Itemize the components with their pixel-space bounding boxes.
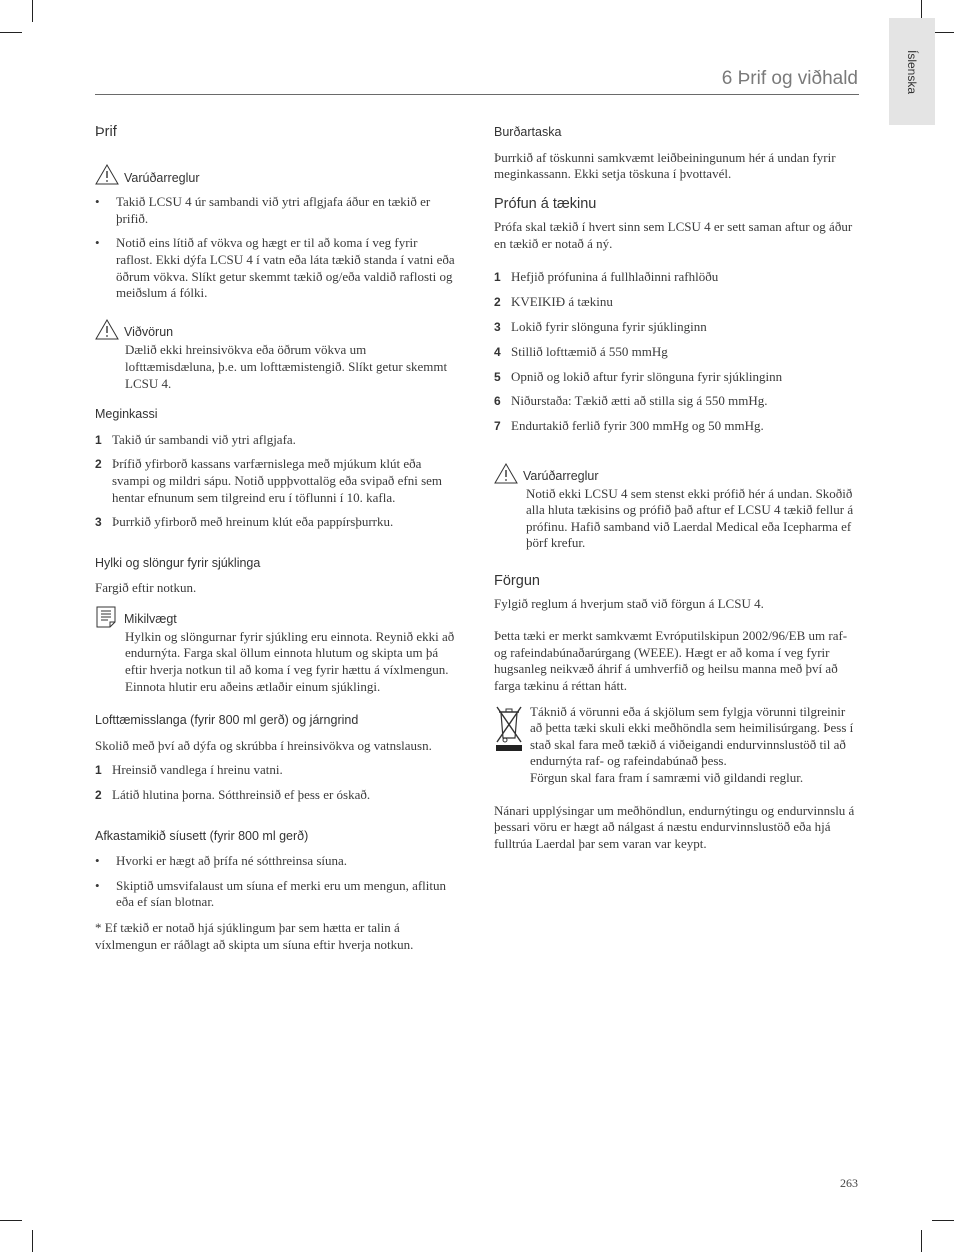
warning-label: Viðvörun [124, 324, 174, 339]
important-note [95, 606, 457, 628]
list-item: • Takið LCSU 4 úr sambandi við ytri aflgjafa áður en tækið er þrifið. [95, 194, 457, 227]
warning-triangle-icon [95, 319, 119, 340]
list-item: 1 Takið úr sambandi við ytri aflgjafa. [95, 431, 296, 447]
burdartaska-text: Þurrkið af töskunni samkvæmt leiðbeiningunum hér á undan fyrir meginkassann. Ekki setja töskuna í þvottavél. [494, 149, 836, 182]
section-title-meginkassi: Meginkassi [95, 407, 158, 422]
list-item: • Hvorki er hægt að þrífa né sótthreinsa síuna. [95, 853, 457, 870]
footnote: * Ef tækið er notað hjá sjúklingum þar sem hætta er talin á víxlmengun er ráðlagt að skipta um síuna eftir hverja notkun. [95, 920, 414, 952]
list-item: 3 Þurrkið yfirborð með hreinum klút eða pappírsþurrku. [95, 514, 394, 530]
crossed-bin-icon [494, 704, 524, 752]
page-number: 263 [840, 1176, 858, 1190]
list-item: 6 Niðurstaða: Tækið ætti að stilla sig á 550 mmHg. [494, 393, 768, 409]
list-item: 2 KVEIKIÐ á tækinu [494, 293, 613, 309]
hylki-text: Fargið eftir notkun. [95, 580, 197, 596]
weee-text-2: Förgun skal fara fram í samræmi við gildandi reglur. [530, 769, 804, 785]
important-label: Mikilvægt [124, 611, 177, 626]
right-column [494, 124, 857, 852]
profun-steps [494, 269, 857, 436]
note-document-icon [95, 606, 119, 628]
forgun-text-2: Þetta tæki er merkt samkvæmt Evróputilskipun 2002/96/EB um raf- og rafeindabúnaðarúrgang (WEEE). Hægt er að koma í veg fyrir hugsanleg neikvæð áhrif á umhverfið og heilsu manna með því að farga tækinu á réttan hátt. [494, 628, 848, 693]
chapter-title: 6 Þrif og viðhald [721, 68, 858, 89]
warning-triangle-icon [494, 463, 518, 484]
warning-triangle-icon [95, 164, 119, 185]
caution-note [95, 164, 457, 187]
list-item: • Notið eins lítið af vökva og hægt er til að koma í veg fyrir raflost. Ekki dýfa LCSU 4 í vatn eða láta tækið standa í vatni eða öðrum vökva. Slíkt getur skemmt tækið og/eða valdið raflosti og meiðslum á fólki. [95, 235, 457, 301]
warning-text: Dælið ekki hreinsivökva eða öðrum vökva um lofttæmisdæluna, þ.e. um lofttæmistengið. Slíkt getur skemmt LCSU 4. [125, 342, 448, 391]
important-text: Hylkin og slöngurnar fyrir sjúkling eru einnota. Reynið ekki að endurnýta. Farga skal öllum einnota hlutum og skipta um þá eftir hverja notkun til að koma í veg fyrir hættu á víxlmengun. Einnota hlutir eru aðeins ætlaðir einum sjúklingi. [125, 628, 455, 694]
weee-notice [494, 704, 857, 787]
caution-label: Varúðarreglur [124, 170, 200, 185]
list-item: 1 Hefjið prófunina á fullhlaðinni rafhlöðu [494, 268, 719, 284]
list-item: 4 Stillið lofttæmið á 550 mmHg [494, 343, 668, 359]
thrif-bullet-list [95, 194, 457, 302]
forgun-text-1: Fylgið reglum á hverjum stað við förgun á LCSU 4. [494, 595, 764, 611]
crop-mark [921, 1230, 922, 1252]
crop-mark [32, 1230, 33, 1252]
afkasta-bullet-list [95, 853, 457, 911]
list-item: 2 Látið hlutina þorna. Sótthreinsið ef þess er óskað. [95, 787, 371, 803]
list-item: 1 Hreinsið vandlega í hreinu vatni. [95, 762, 283, 778]
warning-note [95, 318, 457, 341]
weee-text-block [530, 704, 857, 787]
section-title-burdartaska: Burðartaska [494, 125, 562, 139]
list-item: 3 Lokið fyrir slönguna fyrir sjúklinginn [494, 318, 707, 334]
meginkassi-steps [95, 432, 457, 531]
section-title-afkasta: Afkastamikið síusett (fyrir 800 ml gerð) [95, 828, 309, 843]
list-item: 2 Þrífið yfirborð kassans varfærnislega með mjúkum klút eða svampi og mildri sápu. Notið uppþvottalög eða svipað efni sem hentar efnunum sem tilgreind eru í töflunni í 10. kafla. [95, 456, 443, 505]
language-tab-label: Íslenska [905, 49, 919, 94]
list-item: • Skiptið umsvifalaust um síuna ef merki eru um mengun, aflitun eða ef sían blotnar. [95, 878, 457, 911]
crop-mark [0, 1220, 22, 1221]
section-title-hylki: Hylki og slöngur fyrir sjúklinga [95, 555, 261, 570]
list-item: 7 Endurtakið ferlið fyrir 300 mmHg og 50 mmHg. [494, 418, 764, 434]
caution-note [494, 462, 857, 485]
forgun-text-3: Nánari upplýsingar um meðhöndlun, endurnýtingu og endurvinnslu á þessari vöru er hægt að nálgast á næstu endurvinnslustöð eða hjá fulltrúa Laerdal þar sem varan var keypt. [494, 802, 855, 851]
profun-text: Prófa skal tækið í hvert sinn sem LCSU 4 er sett saman aftur og áður en tækið er notað á ný. [494, 219, 853, 251]
crop-mark [32, 0, 33, 22]
language-tab [889, 18, 935, 125]
section-title-lofttaemis: Lofttæmisslanga (fyrir 800 ml gerð) og járngrind [95, 713, 359, 728]
caution-text: Notið ekki LCSU 4 sem stenst ekki prófið hér á undan. Skoðið alla hluta tækisins og prófið það aftur ef LCSU 4 tækið fellur á prófinu. Hafið samband við Laerdal Medical eða Icepharma ef þörf krefur. [526, 485, 854, 551]
list-item: 5 Opnið og lokið aftur fyrir slönguna fyrir sjúklinginn [494, 368, 783, 384]
header-rule [95, 94, 859, 95]
crop-mark [0, 32, 22, 33]
weee-text: Táknið á vörunni eða á skjölum sem fylgja vörunni tilgreinir að þetta tæki skuli ekki meðhöndla sem heimilisúrgang. Þess í stað skal fara með tækið á viðeigandi endurvinnslustöð til að endurnýta raf- og rafeindabúnað þess. [530, 703, 854, 769]
lofttaemis-steps [95, 762, 457, 803]
left-column [95, 124, 457, 953]
caution-label: Varúðarreglur [523, 469, 599, 484]
crop-mark [932, 1220, 954, 1221]
crop-mark [932, 32, 954, 33]
section-title-profun: Prófun á tækinu [494, 195, 597, 212]
section-title-thrif: Þrif [95, 124, 117, 140]
lofttaemis-text: Skolið með því að dýfa og skrúbba í hreinsivökva og vatnslausn. [95, 737, 432, 753]
section-title-forgun: Förgun [494, 573, 540, 590]
